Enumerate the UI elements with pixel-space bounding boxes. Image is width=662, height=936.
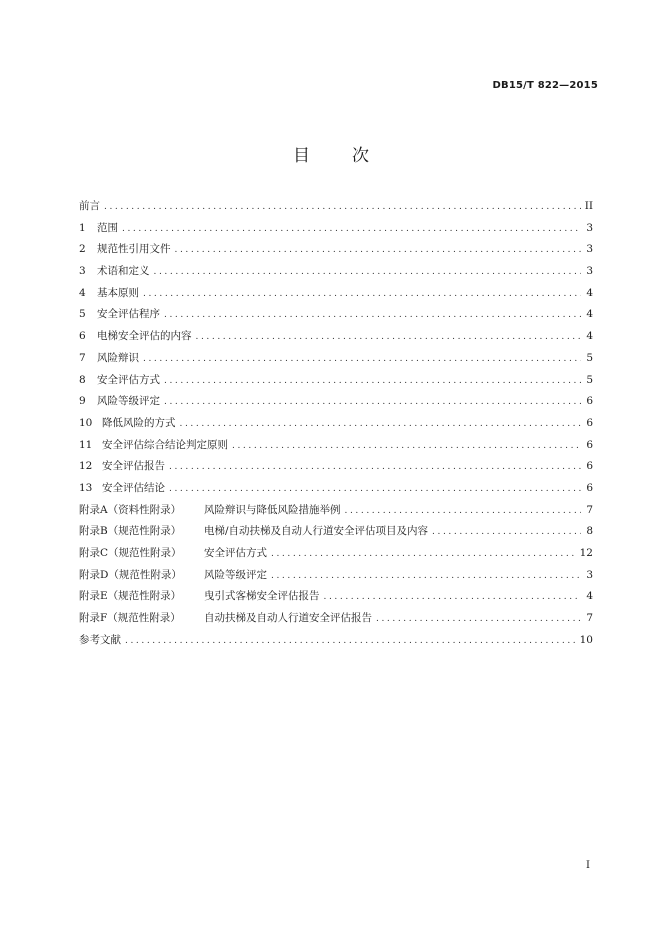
toc-entry-label: 前言 — [79, 200, 100, 212]
dot-leader — [232, 441, 581, 451]
toc-entry-page: 6 — [586, 438, 593, 451]
dot-leader — [122, 224, 581, 234]
toc-entry-label: 电梯安全评估的内容 — [97, 330, 192, 343]
toc-entry-label: 降低风险的方式 — [102, 416, 176, 429]
dot-leader — [164, 310, 581, 320]
dot-leader — [271, 571, 581, 581]
toc-entry[interactable] — [79, 306, 593, 328]
toc-entry-page: 10 — [579, 633, 593, 646]
toc-entry[interactable] — [79, 523, 593, 545]
toc-entry-label: 风险等级评定 — [204, 568, 267, 581]
table-of-contents — [79, 198, 593, 653]
toc-entry-label: 基本原则 — [97, 286, 139, 299]
toc-entry-number: 8 — [79, 373, 86, 386]
dot-leader — [175, 245, 582, 255]
title-char-2: 次 — [352, 146, 369, 166]
toc-entry-label: 自动扶梯及自动人行道安全评估报告 — [204, 612, 372, 625]
toc-entry[interactable] — [79, 502, 593, 524]
dot-leader — [164, 397, 581, 407]
toc-entry[interactable] — [79, 393, 593, 415]
toc-entry[interactable] — [79, 285, 593, 307]
toc-entry[interactable] — [79, 328, 593, 350]
toc-entry-number: 5 — [79, 308, 86, 321]
toc-entry-number: 附录C（规范性附录） — [79, 547, 182, 559]
toc-entry-label: 安全评估综合结论判定原则 — [102, 438, 228, 451]
toc-entry[interactable] — [79, 610, 593, 632]
toc-entry-page: 6 — [586, 395, 593, 408]
toc-entry-label: 参考文献 — [79, 633, 121, 646]
toc-entry-label: 电梯/自动扶梯及自动人行道安全评估项目及内容 — [204, 525, 429, 538]
toc-entry-number: 11 — [79, 438, 93, 451]
toc-entry-page: 3 — [586, 568, 593, 581]
toc-entry-number: 附录A（资料性附录） — [79, 503, 182, 516]
toc-entry-label: 风险辩识与降低风险措施举例 — [204, 503, 341, 516]
toc-entry[interactable] — [79, 372, 593, 394]
toc-entry-number: 12 — [79, 460, 93, 473]
toc-entry-number: 6 — [79, 330, 86, 343]
toc-entry-page: 8 — [586, 525, 593, 538]
toc-entry-label: 规范性引用文件 — [97, 243, 171, 256]
dot-leader — [104, 202, 581, 212]
title-char-1: 目 — [293, 146, 310, 166]
toc-entry-page: 4 — [586, 590, 593, 603]
toc-entry-page: 7 — [586, 503, 593, 516]
document-code: DB15/T 822—2015 — [492, 80, 598, 91]
dot-leader — [271, 549, 576, 559]
toc-entry-page: 3 — [586, 265, 593, 278]
toc-entry-label: 安全评估结论 — [102, 481, 165, 494]
toc-entry[interactable] — [79, 415, 593, 437]
toc-entry-number: 附录D（规范性附录） — [79, 568, 182, 581]
toc-entry[interactable] — [79, 437, 593, 459]
page-title — [0, 144, 662, 168]
toc-entry[interactable] — [79, 263, 593, 285]
toc-entry-number: 1 — [79, 221, 86, 234]
toc-entry[interactable] — [79, 632, 593, 654]
dot-leader — [143, 354, 581, 364]
toc-entry-number: 10 — [79, 416, 93, 429]
dot-leader — [154, 267, 582, 277]
toc-entry-page: 7 — [586, 612, 593, 625]
dot-leader — [196, 332, 582, 342]
dot-leader — [324, 592, 582, 602]
page-number: I — [586, 860, 590, 871]
toc-entry[interactable] — [79, 545, 593, 567]
dot-leader — [345, 506, 582, 516]
toc-entry-number: 2 — [79, 243, 86, 256]
toc-entry[interactable] — [79, 350, 593, 372]
toc-entry-number: 附录E（规范性附录） — [79, 590, 182, 603]
toc-entry[interactable] — [79, 220, 593, 242]
dot-leader — [169, 484, 581, 494]
toc-entry-label: 安全评估方式 — [204, 547, 267, 559]
toc-entry[interactable] — [79, 458, 593, 480]
toc-entry-page: 3 — [586, 221, 593, 234]
dot-leader — [164, 376, 581, 386]
toc-entry-number: 4 — [79, 286, 86, 299]
toc-entry[interactable] — [79, 241, 593, 263]
toc-entry-page: 4 — [586, 330, 593, 343]
toc-entry-page: 4 — [586, 286, 593, 299]
toc-entry-label: 术语和定义 — [97, 265, 150, 278]
toc-entry-page: 6 — [586, 481, 593, 494]
dot-leader — [169, 462, 581, 472]
toc-entry-page: 5 — [586, 351, 593, 364]
toc-entry-label: 范围 — [97, 221, 118, 234]
toc-entry-label: 安全评估程序 — [97, 308, 160, 321]
toc-entry-number: 附录F（规范性附录） — [79, 612, 181, 625]
toc-entry-number: 9 — [79, 395, 86, 408]
toc-entry-label: 曳引式客梯安全评估报告 — [204, 590, 320, 603]
toc-entry[interactable] — [79, 198, 593, 220]
dot-leader — [432, 527, 581, 537]
dot-leader — [376, 614, 581, 624]
toc-entry-page: 4 — [586, 308, 593, 321]
toc-entry-label: 风险辩识 — [97, 351, 139, 364]
toc-entry-number: 附录B（规范性附录） — [79, 525, 182, 538]
toc-entry-label: 风险等级评定 — [97, 395, 160, 408]
toc-entry-page: 3 — [586, 243, 593, 256]
toc-entry[interactable] — [79, 567, 593, 589]
toc-entry-page: II — [584, 200, 593, 212]
toc-entry[interactable] — [79, 480, 593, 502]
toc-entry-page: 12 — [579, 547, 593, 559]
toc-entry-label: 安全评估报告 — [102, 460, 165, 473]
toc-entry-number: 13 — [79, 481, 93, 494]
dot-leader — [180, 419, 582, 429]
toc-entry-number: 3 — [79, 265, 86, 278]
dot-leader — [125, 636, 576, 646]
dot-leader — [143, 289, 581, 299]
toc-entry-number: 7 — [79, 351, 86, 364]
toc-entry-page: 6 — [586, 416, 593, 429]
toc-entry-page: 5 — [586, 373, 593, 386]
toc-entry[interactable] — [79, 588, 593, 610]
toc-entry-label: 安全评估方式 — [97, 373, 160, 386]
toc-entry-page: 6 — [586, 460, 593, 473]
